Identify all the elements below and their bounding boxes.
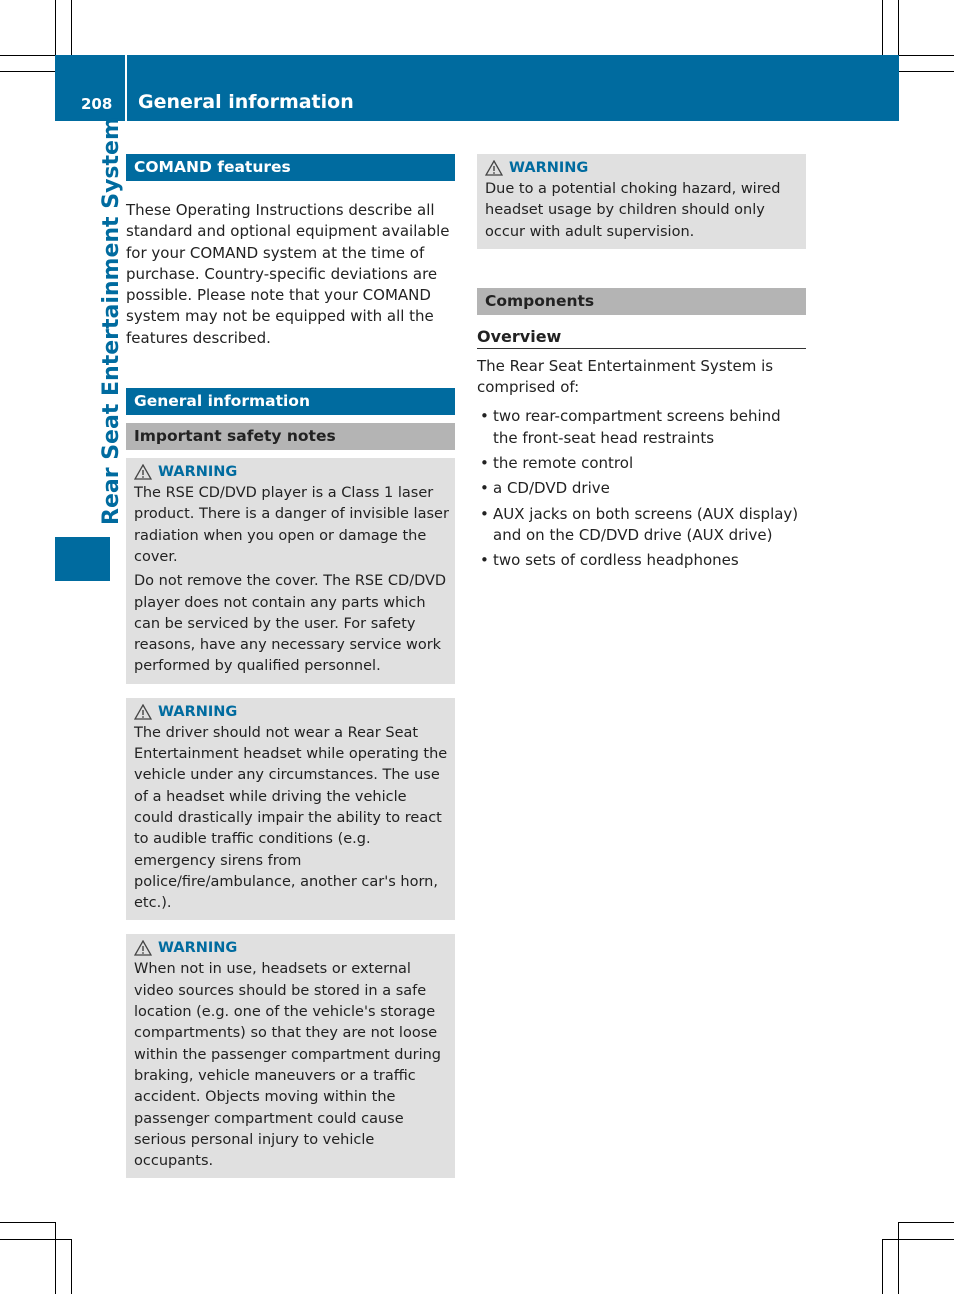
warning-text: The driver should not wear a Rear Seat Entertainment headset while operating the vehicle under any circumstances. The use of a headset while driving the vehicle could drastically impair the ability to react to audible traffic conditions (e.g. emergency sirens from police/fire/ambulance, another car's horn, etc.). xyxy=(134,724,448,912)
crop-mark xyxy=(0,55,55,56)
crop-mark xyxy=(71,0,72,55)
crop-mark xyxy=(55,1222,56,1294)
crop-mark xyxy=(899,71,954,72)
comand-features-heading: COMAND features xyxy=(126,154,455,181)
warning-triangle-icon xyxy=(134,464,152,480)
crop-mark xyxy=(55,0,56,55)
header-divider xyxy=(125,55,127,121)
warning-text: The RSE CD/DVD player is a Class 1 laser product. There is a danger of invisible laser radiation when you open or damage the cover. xyxy=(134,485,449,565)
crop-mark xyxy=(899,55,954,56)
right-column xyxy=(477,154,806,576)
list-item: • two sets of cordless headphones xyxy=(477,550,806,571)
list-item: • AUX jacks on both screens (AUX display) and on the CD/DVD drive (AUX drive) xyxy=(477,504,806,547)
crop-mark xyxy=(898,0,899,55)
general-information-heading: General information xyxy=(126,388,455,415)
crop-mark xyxy=(0,71,55,72)
list-item: • the remote control xyxy=(477,453,806,474)
crop-mark xyxy=(882,0,883,55)
chapter-side-title: Rear Seat Entertainment System xyxy=(99,117,124,525)
crop-mark xyxy=(0,1239,71,1240)
warning-label: WARNING xyxy=(158,703,238,720)
page-number: 208 xyxy=(81,95,113,113)
warning-text: When not in use, headsets or external video sources should be stored in a safe location (e.g. one of the vehicle's storage compartments) so that they are not loose within the passenger compartment during braking, vehicle maneuvers or a traffic accident. Objects moving within the passenger compartment could cause serious personal injury to vehicle occupants. xyxy=(134,961,442,1170)
warning-triangle-icon xyxy=(485,160,503,176)
crop-mark xyxy=(882,1239,883,1294)
overview-heading: Overview xyxy=(477,327,806,349)
warning-box-choking xyxy=(477,154,806,249)
warning-text: Due to a potential choking hazard, wired headset usage by children should only occur with adult supervision. xyxy=(485,181,781,240)
crop-mark xyxy=(882,1239,954,1240)
list-item: • two rear-compartment screens behind the front-seat head restraints xyxy=(477,406,806,449)
crop-mark xyxy=(898,1222,899,1294)
warning-triangle-icon xyxy=(134,940,152,956)
chapter-tab-marker xyxy=(55,537,110,581)
crop-mark xyxy=(0,1222,55,1223)
component-list xyxy=(477,406,806,571)
warning-triangle-icon xyxy=(134,704,152,720)
warning-box-storage xyxy=(126,934,455,1178)
warning-box-laser xyxy=(126,458,455,684)
warning-label: WARNING xyxy=(158,464,238,481)
list-item: • a CD/DVD drive xyxy=(477,478,806,499)
warning-label: WARNING xyxy=(509,160,589,176)
comand-features-body: These Operating Instructions describe all standard and optional equipment available for your COMAND system at the time of purchase. Country-specific deviations are possible. Please note that your COMAND system may not be equipped with all the features described. xyxy=(126,201,450,347)
warning-box-driver-headset xyxy=(126,698,455,921)
left-column xyxy=(126,154,455,1178)
header-title: General information xyxy=(138,91,354,113)
components-heading: Components xyxy=(477,288,806,315)
safety-notes-heading: Important safety notes xyxy=(126,423,455,450)
crop-mark xyxy=(899,1222,954,1223)
overview-intro: The Rear Seat Entertainment System is comprised of: xyxy=(477,356,774,397)
warning-text: Do not remove the cover. The RSE CD/DVD player does not contain any parts which can be serviced by the user. For safety reasons, have any necessary service work performed by qualified personnel. xyxy=(134,573,447,675)
crop-mark xyxy=(71,1239,72,1294)
warning-label: WARNING xyxy=(158,940,238,957)
